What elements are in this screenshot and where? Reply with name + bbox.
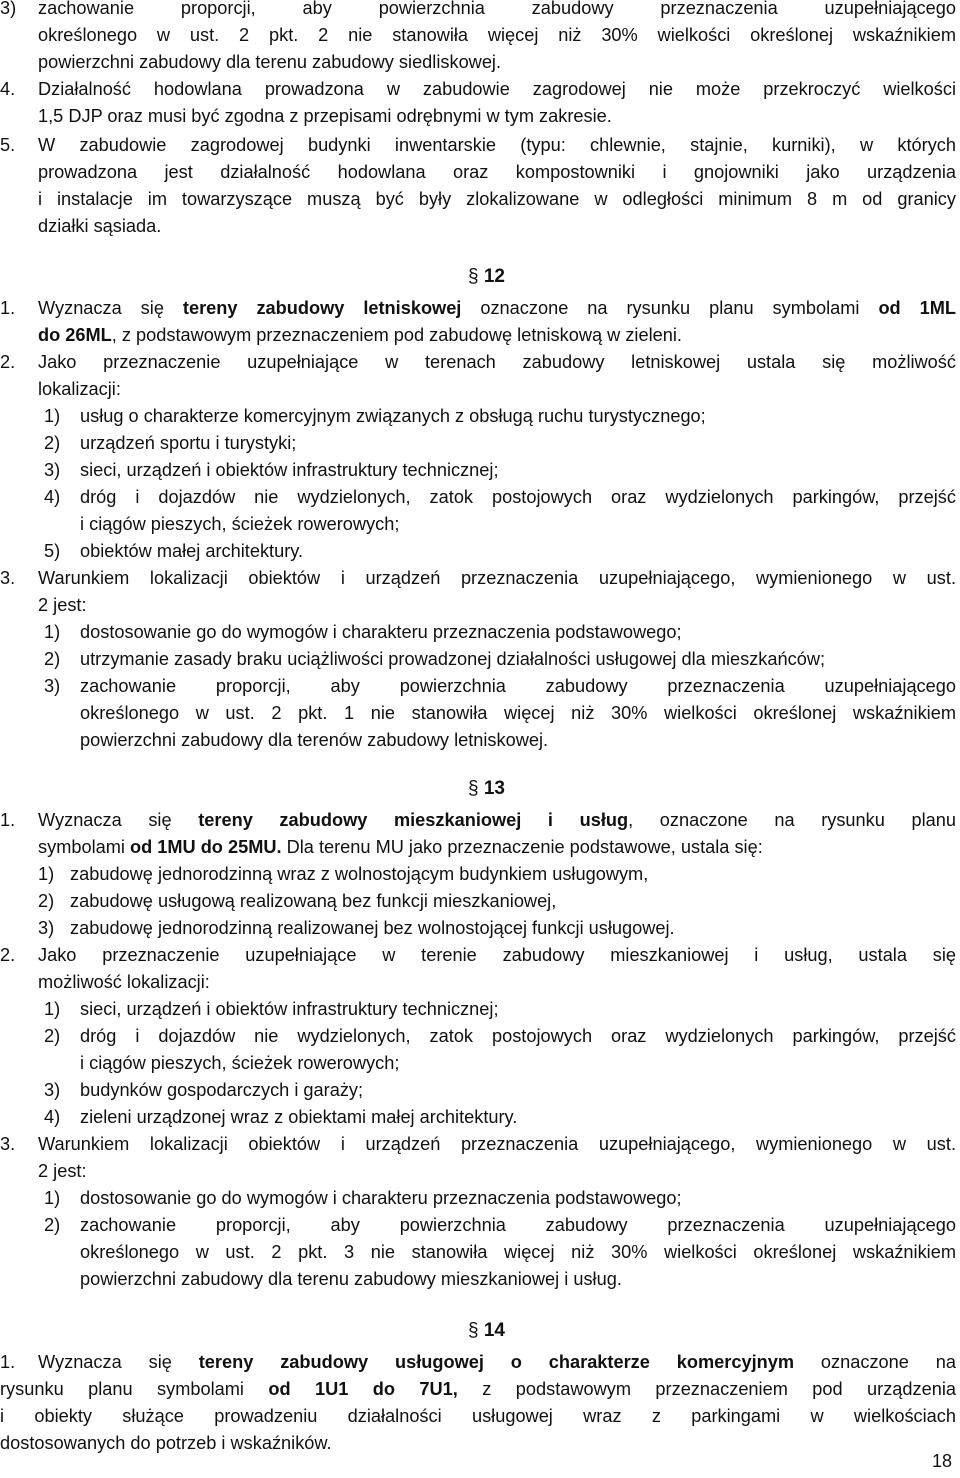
text-line: Jako przeznaczenie uzupełniające w terenie zabudowy mieszkaniowej i usług, ustala się	[38, 945, 956, 965]
text-line: sieci, urządzeń i obiektów infrastruktury technicznej;	[80, 460, 499, 480]
text-line: zabudowę usługową realizowaną bez funkcji mieszkaniowej,	[70, 891, 557, 911]
section-mark: §	[468, 1320, 484, 1341]
list-marker: 3.	[0, 568, 16, 588]
text-line: dostosowanie go do wymogów i charakteru przeznaczenia podstawowego;	[80, 622, 682, 642]
list-marker: 5)	[44, 541, 61, 561]
text-line: obiektów małej architektury.	[80, 541, 304, 561]
list-marker: 4.	[0, 79, 16, 99]
section-heading	[468, 775, 505, 802]
list-marker: 3)	[0, 0, 17, 18]
text-run: Wyznacza się	[38, 298, 183, 318]
text-line: urządzeń sportu i turystyki;	[80, 433, 297, 453]
text-run: Wyznacza się	[38, 810, 199, 830]
text-line: 2 jest:	[38, 595, 87, 615]
text-line	[38, 807, 956, 834]
list-marker: 2)	[38, 891, 55, 911]
section-number: 12	[483, 266, 505, 287]
text-line	[38, 295, 956, 322]
text-line: utrzymanie zasady braku uciążliwości prowadzonej działalności usługowej dla mieszkańców;	[80, 649, 826, 669]
list-marker: 3)	[44, 1080, 61, 1100]
section-number: 14	[483, 1320, 505, 1341]
list-marker: 4)	[44, 1107, 61, 1127]
text-line: Jako przeznaczenie uzupełniające w terenach zabudowy letniskowej ustala się możliwość	[38, 352, 956, 372]
list-marker: 2)	[44, 433, 61, 453]
bold-term: od 1U1 do 7U1,	[268, 1379, 458, 1399]
section-mark: §	[468, 266, 484, 287]
text-run: z podstawowym przeznaczeniem pod urządzenia	[457, 1379, 957, 1399]
text-line	[38, 322, 682, 349]
text-line: zieleni urządzonej wraz z obiektami małej architektury.	[80, 1107, 518, 1127]
text-line: powierzchni zabudowy dla terenów zabudowy letniskowej.	[80, 730, 549, 750]
list-marker: 1)	[44, 622, 61, 642]
list-marker: 2.	[0, 352, 16, 372]
section-heading	[468, 1317, 505, 1344]
text-run: oznaczone na rysunku planu symbolami	[461, 298, 879, 318]
text-line: powierzchni zabudowy dla terenu zabudowy mieszkaniowej i usług.	[80, 1269, 622, 1289]
text-line: określonego w ust. 2 pkt. 1 nie stanowiła więcej niż 30% wielkości określonej wskaźnikiem	[80, 703, 956, 723]
text-run: symbolami	[38, 837, 130, 857]
text-line: 2 jest:	[38, 1161, 87, 1181]
text-line: i instalacje im towarzyszące muszą być były zlokalizowane w odległości minimum 8 m od granicy	[38, 189, 956, 209]
text-line: lokalizacji:	[38, 379, 121, 399]
text-run: Dla terenu MU jako przeznaczenie podstawowe, ustala się:	[281, 837, 763, 857]
list-marker: 1.	[0, 810, 16, 830]
text-line: działki sąsiada.	[38, 216, 162, 236]
text-line: Warunkiem lokalizacji obiektów i urządzeń przeznaczenia uzupełniającego, wymienionego w ust.	[38, 568, 956, 588]
text-line: zabudowę jednorodzinną wraz z wolnostojącym budynkiem usługowym,	[70, 864, 649, 884]
text-line: W zabudowie zagrodowej budynki inwentarskie (typu: chlewnie, stajnie, kurniki), w których	[38, 135, 956, 155]
text-line: prowadzona jest działalność hodowlana oraz kompostowniki i gnojowniki jako urządzenia	[38, 162, 956, 182]
text-line: dostosowanie go do wymogów i charakteru przeznaczenia podstawowego;	[80, 1188, 682, 1208]
text-line	[38, 1349, 956, 1376]
text-line: Działalność hodowlana prowadzona w zabudowie zagrodowej nie może przekroczyć wielkości	[38, 79, 956, 99]
bold-term: od 1MU do 25MU.	[129, 837, 282, 857]
text-run: , z podstawowym przeznaczeniem pod zabudowę letniskową w zieleni.	[111, 325, 682, 345]
text-line: zachowanie proporcji, aby powierzchnia zabudowy przeznaczenia uzupełniającego	[80, 676, 956, 696]
page-number: 18	[931, 1451, 952, 1471]
text-line: dostosowanych do potrzeb i wskaźników.	[0, 1433, 332, 1453]
text-run: , oznaczone na rysunku planu	[628, 810, 956, 830]
text-run: oznaczone na	[794, 1352, 956, 1372]
text-line: i obiekty służące prowadzeniu działalności usługowej wraz z parkingami w wielkościach	[0, 1406, 956, 1426]
text-line: 1,5 DJP oraz musi być zgodna z przepisami odrębnymi w tym zakresie.	[38, 106, 612, 126]
text-line: określonego w ust. 2 pkt. 3 nie stanowiła więcej niż 30% wielkości określonej wskaźnikiem	[80, 1242, 956, 1262]
list-marker: 1)	[44, 999, 61, 1019]
section-heading	[468, 263, 505, 290]
list-marker: 2)	[44, 1026, 61, 1046]
text-line: budynków gospodarczych i garaży;	[80, 1080, 364, 1100]
text-line: określonego w ust. 2 pkt. 2 nie stanowiła więcej niż 30% wielkości określonej wskaźnikiem	[38, 25, 956, 45]
section-mark: §	[468, 778, 484, 799]
text-line: i ciągów pieszych, ścieżek rowerowych;	[80, 1053, 400, 1073]
text-line: zachowanie proporcji, aby powierzchnia zabudowy przeznaczenia uzupełniającego	[80, 1215, 956, 1235]
text-line: sieci, urządzeń i obiektów infrastruktury technicznej;	[80, 999, 499, 1019]
section-number: 13	[483, 778, 505, 799]
text-run: rysunku planu symbolami	[0, 1379, 269, 1399]
text-line: powierzchni zabudowy dla terenu zabudowy siedliskowej.	[38, 52, 502, 72]
list-marker: 2)	[44, 649, 61, 669]
list-marker: 1)	[38, 864, 55, 884]
text-line: Warunkiem lokalizacji obiektów i urządzeń przeznaczenia uzupełniającego, wymienionego w ust.	[38, 1134, 956, 1154]
list-marker: 2.	[0, 945, 16, 965]
text-line: zabudowę jednorodzinną realizowanej bez wolnostojącej funkcji usługowej.	[70, 918, 675, 938]
list-marker: 2)	[44, 1215, 61, 1235]
list-marker: 1)	[44, 1188, 61, 1208]
text-line: możliwość lokalizacji:	[38, 972, 210, 992]
list-marker: 5.	[0, 135, 16, 155]
bold-term: tereny zabudowy letniskowej	[182, 298, 462, 318]
list-marker: 1.	[0, 1352, 16, 1372]
list-marker: 3)	[38, 918, 55, 938]
bold-term: od 1ML	[878, 298, 956, 318]
text-line: i ciągów pieszych, ścieżek rowerowych;	[80, 514, 400, 534]
text-line: dróg i dojazdów nie wydzielonych, zatok postojowych oraz wydzielonych parkingów, przejść	[80, 487, 956, 507]
text-run: Wyznacza się	[38, 1352, 199, 1372]
text-line	[38, 834, 763, 861]
bold-term: do 26ML	[38, 325, 112, 345]
text-line: zachowanie proporcji, aby powierzchnia zabudowy przeznaczenia uzupełniającego	[38, 0, 956, 18]
list-marker: 3)	[44, 676, 61, 696]
bold-term: tereny zabudowy mieszkaniowej i usług	[198, 810, 629, 830]
list-marker: 3.	[0, 1134, 16, 1154]
list-marker: 1.	[0, 298, 16, 318]
list-marker: 4)	[44, 487, 61, 507]
list-marker: 3)	[44, 460, 61, 480]
text-line: dróg i dojazdów nie wydzielonych, zatok postojowych oraz wydzielonych parkingów, przejść	[80, 1026, 956, 1046]
bold-term: tereny zabudowy usługowej o charakterze komercyjnym	[198, 1352, 795, 1372]
list-marker: 1)	[44, 406, 61, 426]
text-line	[0, 1376, 956, 1403]
text-line: usług o charakterze komercyjnym związanych z obsługą ruchu turystycznego;	[80, 406, 706, 426]
